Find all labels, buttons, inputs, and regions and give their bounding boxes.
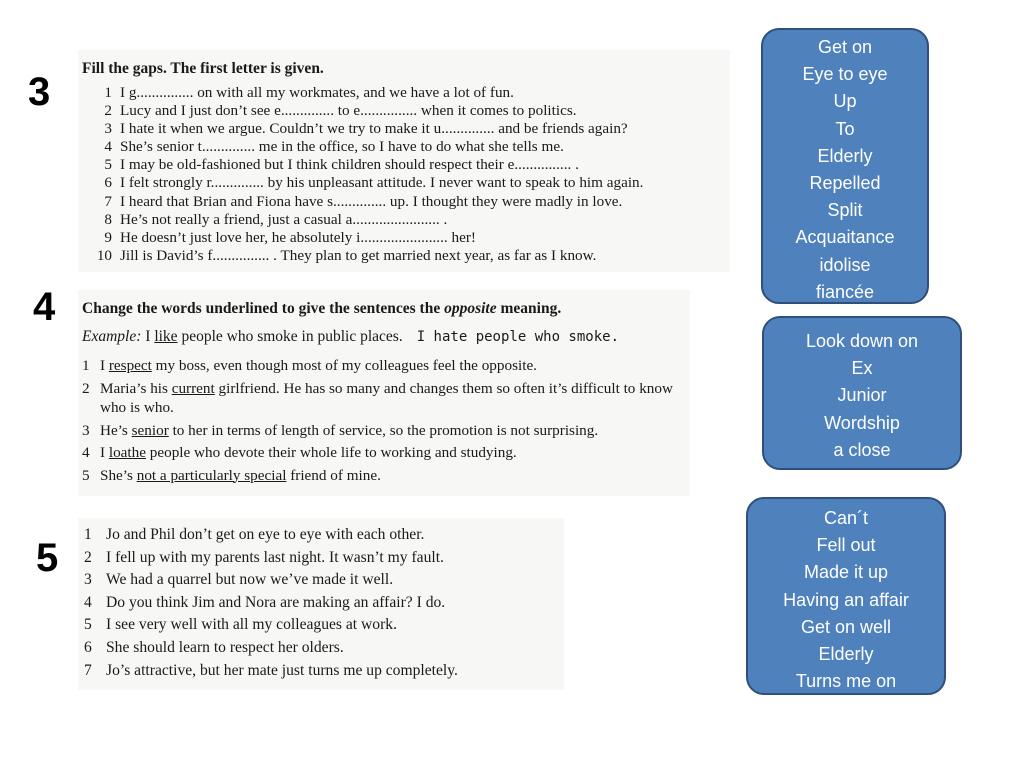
item-number: 1 (84, 526, 92, 543)
section-number-5: 5 (36, 536, 59, 580)
item-text: I g............... on with all my workmates, and we have a lot of fun. (120, 84, 514, 101)
exercise-3-image (78, 50, 730, 272)
answer-item: Eye to eye (802, 64, 888, 85)
answer-item: fiancée (815, 281, 875, 302)
item-number: 2 (84, 548, 92, 566)
answer-box-3 (761, 28, 929, 304)
exercise-5-image (78, 518, 564, 690)
answer-item: Repelled (809, 173, 881, 194)
list-item (84, 592, 458, 615)
item-number: 6 (104, 174, 112, 192)
list-item (86, 247, 643, 265)
answer-item: Wordship (824, 412, 900, 433)
item-text: my boss, even though most of my colleagues feel the opposite. (151, 357, 537, 374)
exercise-4-title: Change the words underlined to give the sentences the opposite meaning. (82, 300, 562, 317)
item-text: girlfriend. He has so many and changes them so often it’s difficult to know who is who. (100, 379, 673, 416)
item-number: 7 (104, 192, 112, 210)
answer-item: Fell out (816, 535, 876, 556)
list-item (82, 421, 682, 441)
answer-item: Ex (851, 358, 873, 379)
answer-item: Elderly (817, 145, 873, 166)
list-item (86, 120, 643, 138)
underlined-word: not a particularly special (136, 466, 287, 484)
item-number: 5 (84, 616, 92, 634)
item-text: Jo and Phil don’t get on eye to eye with each other. (106, 526, 425, 543)
handwritten-answer: I hate people who smoke. (416, 329, 619, 345)
exercise-5-list (84, 524, 458, 682)
answer-item: Having an affair (783, 589, 909, 610)
list-item (82, 356, 682, 376)
answer-item: Elderly (818, 644, 874, 665)
answer-item: idolise (819, 254, 871, 275)
item-text: Lucy and I just don’t see e.............. to e............... when it comes to politics. (120, 102, 577, 120)
item-text: I fell up with my parents last night. It wasn’t my fault. (106, 548, 444, 566)
item-text: She’s senior t.............. me in the office, so I have to do what she tells me. (120, 138, 564, 156)
exercise-3-title: Fill the gaps. The first letter is given. (82, 60, 324, 77)
section-number-3: 3 (28, 70, 51, 114)
list-item (86, 156, 643, 174)
item-text: I see very well with all my colleagues at work. (106, 616, 397, 634)
item-text: I heard that Brian and Fiona have s.............. up. I thought they were madly in love. (120, 192, 623, 210)
list-item (82, 466, 682, 486)
answer-item: Junior (837, 385, 887, 406)
answer-item: To (835, 118, 855, 139)
item-text: Maria’s his (100, 379, 172, 397)
answer-item: Split (827, 200, 863, 221)
section-number-4: 4 (33, 285, 56, 329)
list-item (86, 229, 643, 247)
answer-item: Up (833, 91, 857, 112)
item-number: 3 (104, 120, 112, 138)
item-number: 1 (104, 84, 112, 101)
answer-item: Acquaitance (795, 227, 895, 248)
item-text: He’s not really a friend, just a casual a....................... . (120, 210, 448, 228)
answer-box-4 (762, 316, 962, 470)
item-text: friend of mine. (286, 466, 381, 484)
item-number: 6 (84, 638, 92, 656)
list-item (86, 193, 643, 211)
list-item (86, 174, 643, 192)
item-text: Jo’s attractive, but her mate just turns me up completely. (106, 661, 458, 679)
item-text: She should learn to respect her olders. (106, 638, 344, 656)
item-number: 10 (96, 246, 112, 264)
item-text: She’s (100, 466, 137, 484)
item-text: Do you think Jim and Nora are making an affair? I do. (106, 593, 446, 611)
list-item (84, 637, 458, 660)
list-item (84, 524, 458, 547)
underlined-word: senior (131, 421, 169, 439)
item-number: 7 (84, 661, 92, 679)
item-text: We had a quarrel but now we’ve made it well. (106, 571, 394, 589)
item-number: 5 (104, 156, 112, 174)
underlined-word: loathe (108, 444, 146, 461)
item-text: I may be old-fashioned but I think children should respect their e............... . (120, 156, 579, 174)
answer-box-5 (746, 497, 946, 695)
item-number: 3 (82, 421, 90, 439)
item-number: 9 (104, 228, 112, 246)
answer-item: Look down on (805, 331, 919, 351)
answer-item: a close (833, 439, 891, 460)
answer-item: Made it up (803, 562, 889, 583)
item-number: 5 (82, 466, 90, 484)
item-number: 4 (84, 593, 92, 611)
list-item (84, 547, 458, 570)
list-item (84, 660, 458, 683)
item-number: 3 (84, 571, 92, 589)
exercise-4-list (82, 356, 682, 488)
list-item (86, 102, 643, 120)
item-text: people who devote their whole life to working and studying. (145, 444, 517, 461)
item-number: 8 (104, 210, 112, 228)
item-number: 4 (82, 444, 90, 461)
item-number: 4 (104, 138, 112, 156)
item-number: 2 (104, 102, 112, 120)
answer-item: Can´t (823, 508, 868, 528)
item-text: I (100, 357, 109, 374)
answer-item: Get on well (800, 616, 892, 637)
answer-item: Turns me on (795, 671, 897, 692)
item-text: I hate it when we argue. Couldn’t we try to make it u.............. and be friends again? (120, 120, 628, 138)
underlined-word: current (171, 379, 215, 397)
list-item (86, 84, 643, 102)
underlined-word: respect (108, 357, 152, 374)
list-item (82, 443, 682, 463)
item-text: He doesn’t just love her, he absolutely i....................... her! (120, 228, 476, 246)
list-item (86, 138, 643, 156)
item-text: I felt strongly r.............. by his unpleasant attitude. I never want to speak to him again. (120, 174, 644, 192)
exercise-4-image (78, 290, 690, 496)
item-text: to her in terms of length of service, so the promotion is not surprising. (168, 421, 599, 439)
exercise-4-example: Example: I like people who smoke in public places. I hate people who smoke. (82, 328, 619, 345)
exercise-3-list (86, 84, 643, 265)
answer-item: Get on (817, 37, 873, 57)
list-item (86, 211, 643, 229)
item-number: 2 (82, 379, 90, 397)
item-text: I (100, 444, 109, 461)
item-number: 1 (82, 357, 90, 374)
list-item (84, 614, 458, 637)
item-text: Jill is David’s f............... . They plan to get married next year, as far as I know. (120, 246, 597, 264)
list-item (84, 569, 458, 592)
list-item (82, 379, 682, 418)
item-text: He’s (100, 421, 132, 439)
